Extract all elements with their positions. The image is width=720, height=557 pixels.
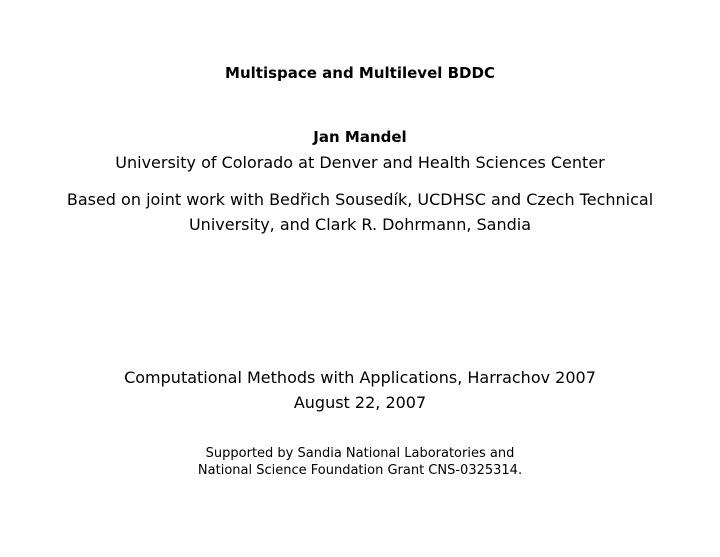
joint-work-line-1: Based on joint work with Bedřich Sousedík, UCDHSC and Czech Technical [66,190,654,209]
slide-title: Multispace and Multilevel BDDC [225,64,495,82]
author-name: Jan Mandel [313,128,407,146]
support-line-1: Supported by Sandia National Laboratories and [205,446,515,461]
joint-work-line-2: University, and Clark R. Dohrmann, Sandia [188,215,532,234]
presentation-date: August 22, 2007 [293,393,427,412]
author-affiliation: University of Colorado at Denver and Health Sciences Center [115,153,605,172]
conference-name: Computational Methods with Applications, Harrachov 2007 [124,368,596,387]
support-line-2: National Science Foundation Grant CNS-0325314. [197,463,523,478]
